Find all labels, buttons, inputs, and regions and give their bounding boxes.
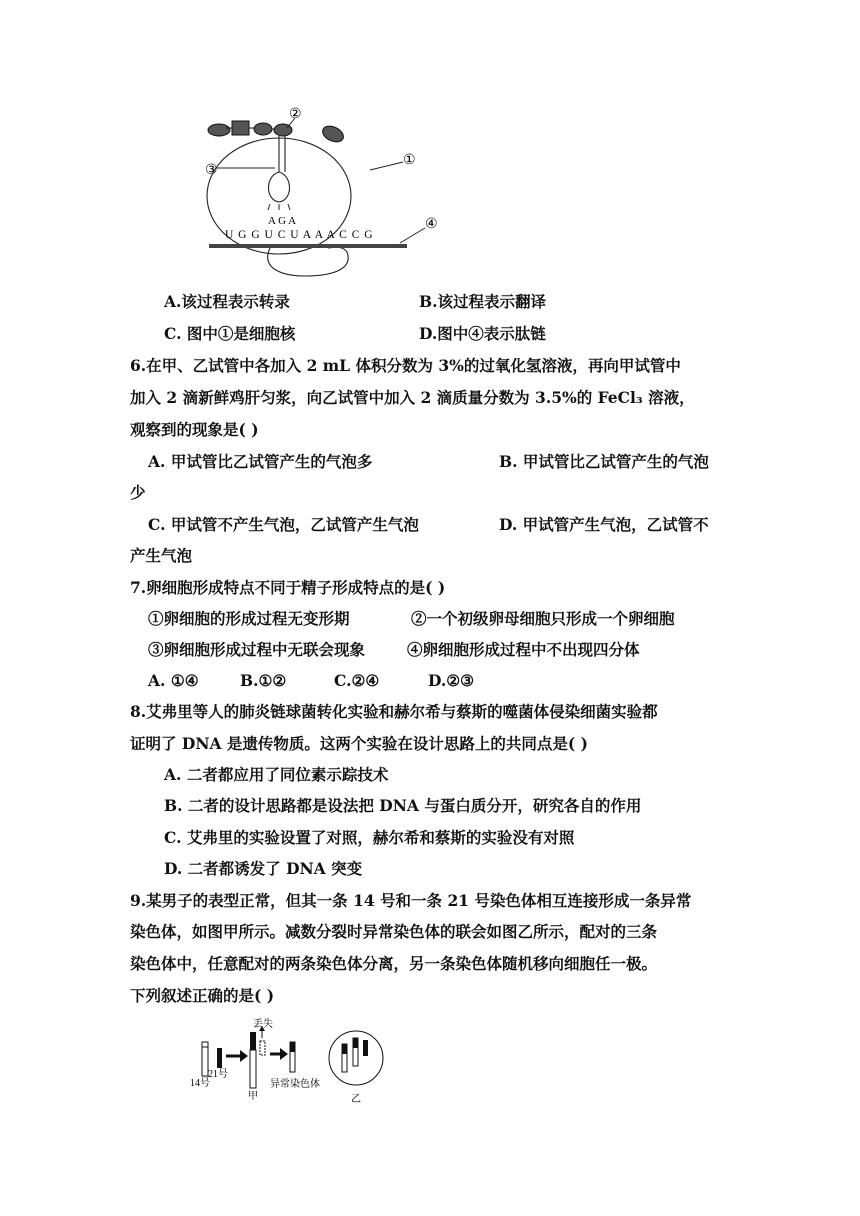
ribosome-small-subunit	[268, 247, 348, 276]
label-circle-3: ③	[205, 163, 218, 178]
q5-option-b: B.该过程表示翻译	[419, 292, 546, 311]
q7-option-c: C.②④	[334, 671, 380, 690]
q7-option-d: D.②③	[428, 671, 475, 690]
label-14: 14号	[190, 1078, 210, 1089]
amino-acid-bead	[254, 123, 272, 135]
q5-option-c: C. 图中①是细胞核	[164, 324, 296, 343]
q6-stem-line1: 6.在甲、乙试管中各加入 2 mL 体积分数为 3%的过氧化氢溶液，再向甲试管中	[130, 356, 681, 375]
q9-stem-line3: 染色体中，任意配对的两条染色体分离，另一条染色体随机移向细胞任一极。	[130, 954, 658, 973]
q6-option-b: B. 甲试管比乙试管产生的气泡	[499, 452, 709, 471]
q6-option-b-cont: 少	[130, 483, 146, 502]
q8-option-a: A. 二者都应用了同位素示踪技术	[164, 765, 389, 784]
amino-acid-bead	[232, 121, 249, 135]
q6-option-a: A. 甲试管比乙试管产生的气泡多	[148, 452, 373, 471]
q7-option-b: B.①②	[240, 671, 287, 690]
q8-stem-line1: 8.艾弗里等人的肺炎链球菌转化实验和赫尔希与蔡斯的噬菌体侵染细菌实验都	[130, 702, 658, 721]
q6-stem-line2: 加入 2 滴新鲜鸡肝匀浆，向乙试管中加入 2 滴质量分数为 3.5%的 FeCl₃ 溶液，	[130, 388, 695, 407]
q8-option-c: C. 艾弗里的实验设置了对照，赫尔希和蔡斯的实验没有对照	[164, 828, 575, 847]
q8-option-b: B. 二者的设计思路都是设法把 DNA 与蛋白质分开，研究各自的作用	[164, 796, 642, 815]
label-circle-4: ④	[425, 217, 438, 232]
translation-diagram	[195, 100, 455, 278]
q7-statement-2: ②一个初级卵母细胞只形成一个卵细胞	[411, 609, 675, 628]
arrow-icon	[240, 1050, 248, 1062]
label-abnormal: 异常染色体	[270, 1079, 320, 1090]
q7-stem: 7.卵细胞形成特点不同于精子形成特点的是( )	[130, 578, 446, 597]
lost-fragment	[260, 1041, 265, 1055]
chromosome-diagram	[190, 1014, 390, 1106]
mrna-sequence: U G G U C U A A A C C G	[225, 229, 374, 241]
q7-statement-3: ③卵细胞形成过程中无联会现象	[148, 640, 366, 659]
free-amino-acid	[320, 123, 346, 145]
label-21: 21号	[208, 1069, 228, 1080]
trna	[269, 136, 290, 202]
arrow-icon	[280, 1048, 288, 1060]
fused-chromosome-long	[250, 1050, 256, 1088]
q5-option-a: A.该过程表示转录	[164, 292, 290, 311]
q5-option-d: D.图中④表示肽链	[419, 324, 546, 343]
q6-option-d: D. 甲试管产生气泡，乙试管不	[499, 515, 709, 534]
anticodon-label: A G A	[268, 215, 297, 227]
mrna-strand	[209, 244, 407, 248]
q6-option-d-cont: 产生气泡	[130, 546, 193, 565]
q6-option-c: C. 甲试管不产生气泡，乙试管产生气泡	[148, 515, 419, 534]
q7-statement-4: ④卵细胞形成过程中不出现四分体	[407, 640, 640, 659]
chromosome-21	[217, 1048, 222, 1068]
q9-stem-line1: 9.某男子的表型正常，但其一条 14 号和一条 21 号染色体相互连接形成一条异常	[130, 891, 692, 910]
amino-acid-bead	[208, 124, 230, 136]
q8-option-d: D. 二者都诱发了 DNA 突变	[164, 859, 363, 878]
label-yi: 乙	[351, 1094, 361, 1105]
q9-stem-line2: 染色体，如图甲所示。减数分裂时异常染色体的联会如图乙所示，配对的三条	[130, 922, 658, 941]
q7-option-a: A. ①④	[148, 671, 199, 690]
q8-stem-line2: 证明了 DNA 是遗传物质。这两个实验在设计思路上的共同点是( )	[130, 734, 588, 753]
label-jia: 甲	[248, 1091, 258, 1102]
label-lost: 丢失	[253, 1019, 273, 1030]
label-circle-2: ②	[289, 107, 302, 122]
label-circle-1: ①	[403, 153, 416, 168]
q9-stem-line4: 下列叙述正确的是( )	[130, 986, 275, 1005]
q6-stem-line3: 观察到的现象是( )	[130, 420, 259, 439]
q7-statement-1: ①卵细胞的形成过程无变形期	[148, 609, 350, 628]
